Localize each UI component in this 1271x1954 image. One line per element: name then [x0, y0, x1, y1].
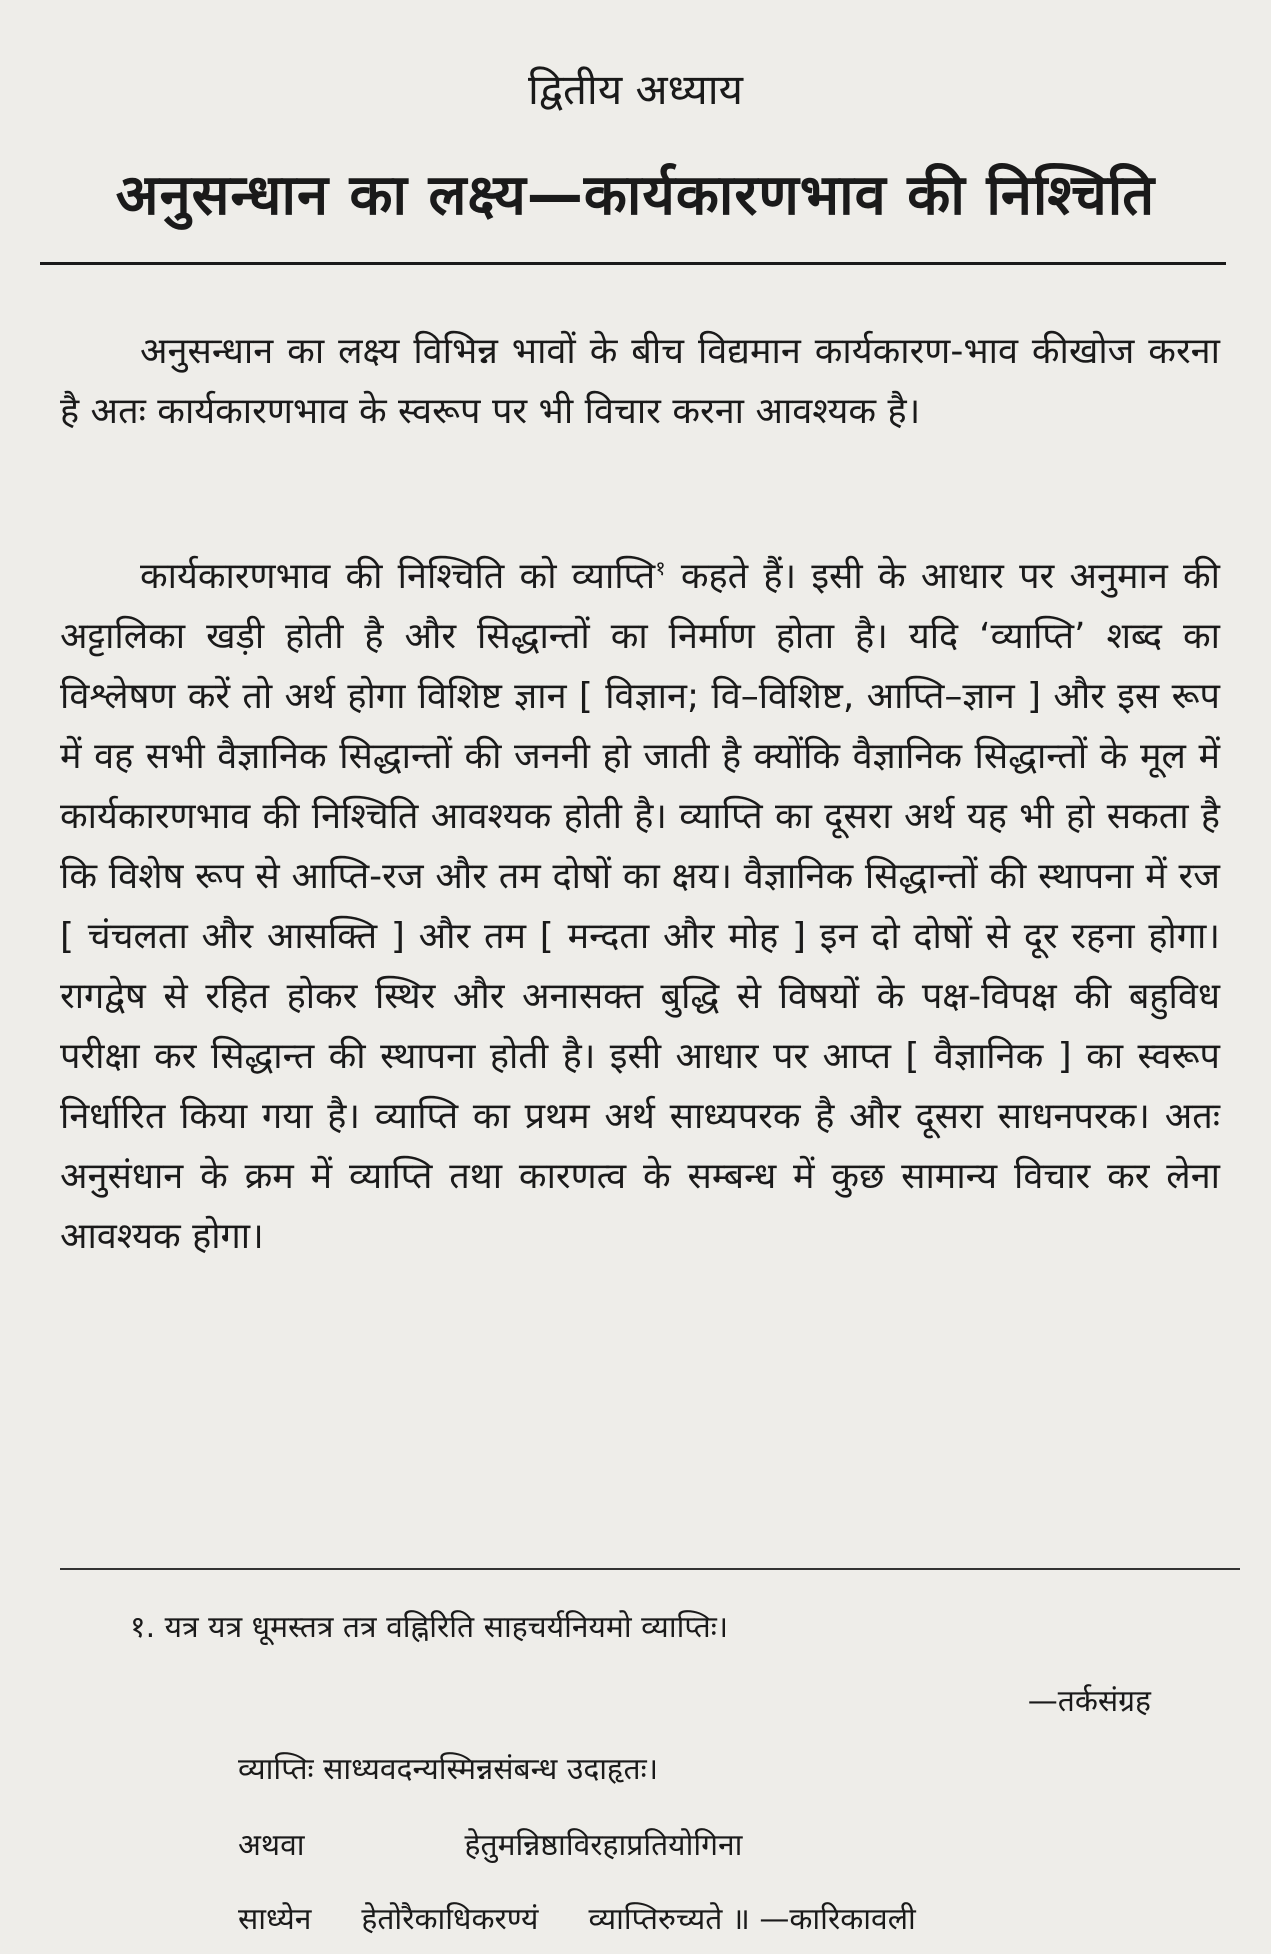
paragraph-1: अनुसन्धान का लक्ष्य विभिन्न भावों के बीच विद्यमान कार्यकारण-भाव कीखोज करना है अतः कार्यकारणभाव के स्वरूप पर भी विचार करना आवश्यक है। — [60, 331, 1220, 432]
chapter-title: अनुसन्धान का लक्ष्य—कार्यकारणभाव की निश्चिति — [115, 163, 1156, 228]
footnote-1-source: —तर्कसंग्रह — [1027, 1684, 1151, 1719]
footnote-verse-2-a: अथवा — [238, 1828, 305, 1863]
paragraph-2 — [60, 538, 1220, 1267]
footnote-verse-2 — [238, 1824, 742, 1868]
paragraph-2-rest: कहते हैं। इसी के आधार पर अनुमान की अट्टालिका खड़ी होती है और सिद्धान्तों का निर्माण होता है। यदि ‘व्याप्ति’ शब्द का विश्लेषण करें तो अर्थ होगा विशिष्ट ज्ञान [ विज्ञान; वि–विशिष्ट, आप्ति–ज्ञान ] और इस रूप में वह सभी वैज्ञानिक सिद्धान्तों की जननी हो जाती है क्योंकि वैज्ञानिक सिद्धान्तों के मूल में कार्यकारणभाव की निश्चिति आवश्यक होती है। व्याप्ति का दूसरा अर्थ यह भी हो सकता है कि विशेष रूप से आप्ति-रज और तम दोषों का क्षय। वैज्ञानिक सिद्धान्तों की स्थापना में रज [ चंचलता और आसक्ति ] और तम [ मन्दता और मोह ] इन दो दोषों से दूर रहना होगा। रागद्वेष से रहित होकर स्थिर और अनासक्त बुद्धि से विषयों के पक्ष-विपक्ष की बहुविध परीक्षा कर सिद्धान्त की स्थापना होती है। इसी आधार पर आप्त [ वैज्ञानिक ] का स्वरूप निर्धारित किया गया है। व्याप्ति का प्रथम अर्थ साध्यपरक है और दूसरा साधनपरक। अतः अनुसंधान के क्रम में व्याप्ति तथा कारणत्व के सम्बन्ध में कुछ सामान्य विचार कर लेना आवश्यक होगा। — [60, 556, 1221, 1257]
footnote-verse-2-b: हेतुमन्निष्ठाविरहाप्रतियोगिना — [464, 1828, 743, 1863]
footnote-verse-3-a: साध्येन — [238, 1902, 312, 1937]
footnote-verse-3-source: —कारिकावली — [759, 1902, 916, 1937]
title-rule — [40, 262, 1226, 265]
paragraph-2-start: कार्यकारणभाव की निश्चिति को व्याप्ति — [140, 556, 656, 597]
footnote-verse-3-b: हेतोरैकाधिकरण्यं — [361, 1902, 539, 1937]
footnote-verse-3-c: व्याप्तिरुच्यते ॥ — [588, 1902, 750, 1937]
footnote-verse-3 — [238, 1898, 916, 1942]
footnote-rule — [60, 1568, 1240, 1570]
chapter-label: द्वितीय अध्याय — [527, 65, 744, 114]
footnote-verse-1: व्याप्तिः साध्यवदन्यस्मिन्नसंबन्ध उदाहृतः। — [238, 1752, 659, 1787]
footnote-1: १. यत्र यत्र धूमस्तत्र तत्र वह्निरिति साहचर्यनियमो व्याप्तिः। — [130, 1610, 729, 1645]
footnote-ref: १ — [655, 556, 666, 580]
